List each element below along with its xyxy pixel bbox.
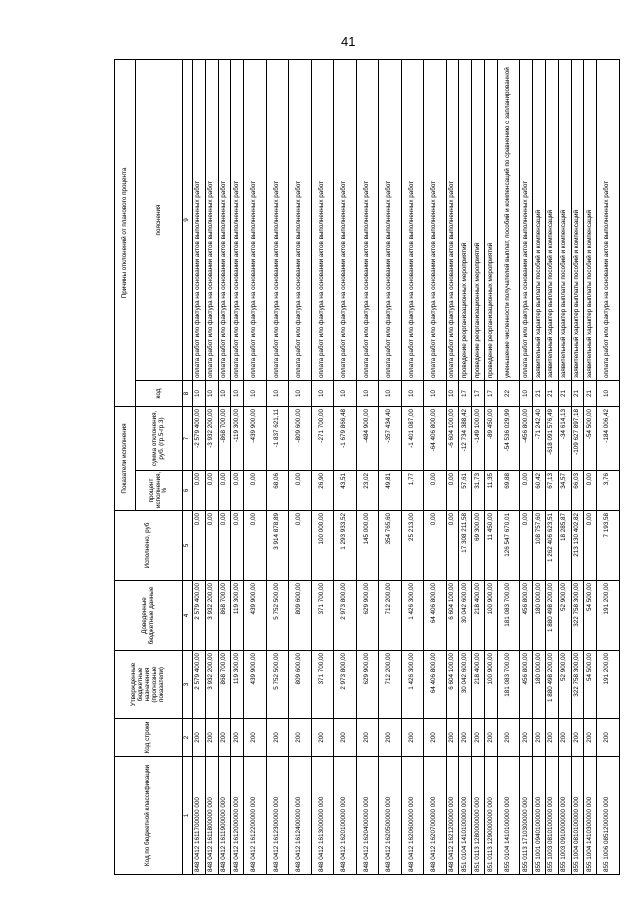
cell-percent: 34,57 [558, 471, 571, 511]
column-number: 8 [183, 381, 193, 407]
cell-deviation: -89 450,00 [485, 407, 498, 471]
cell-deviation: -439 900,00 [244, 407, 267, 471]
cell-kbk: 855 0104 1410100000 000 [497, 757, 520, 875]
table-row [597, 60, 620, 875]
cell-deviation: -1 401 087,00 [401, 407, 424, 471]
cell-code: 21 [584, 381, 597, 407]
cell-explanation: оплата работ ило фактура на основании актов выполненных работ [401, 60, 424, 381]
cell-kbk: 848 0412 1613000000 000 [311, 757, 334, 875]
table-row [379, 60, 402, 875]
cell-approved: 218 400,00 [472, 651, 485, 719]
cell-deviation: -1 679 866,48 [334, 407, 357, 471]
table-row [218, 60, 231, 875]
column-number: 7 [183, 407, 193, 471]
cell-explanation: проведение реорганизационных мероприятий [459, 60, 472, 381]
cell-percent: 31,73 [472, 471, 485, 511]
header-code: код [136, 381, 183, 407]
cell-deviation: -34 614,13 [558, 407, 571, 471]
cell-explanation: проведение реорганизационных мероприятий [485, 60, 498, 381]
cell-brought: 64 406 800,00 [424, 581, 447, 651]
table-row [266, 60, 289, 875]
cell-executed: 0,00 [289, 511, 312, 581]
table-body [193, 60, 620, 875]
table-row [459, 60, 472, 875]
cell-brought: 54 500,00 [584, 581, 597, 651]
cell-approved: 322 758 300,00 [571, 651, 584, 719]
cell-percent: 49,81 [379, 471, 402, 511]
cell-approved: 1 426 300,00 [401, 651, 424, 719]
cell-row-code: 200 [558, 719, 571, 757]
cell-row-code: 200 [379, 719, 402, 757]
cell-kbk: 855 1003 0810100000 000 [545, 757, 558, 875]
table-row [584, 60, 597, 875]
cell-code: 21 [571, 381, 584, 407]
cell-executed: 0,00 [193, 511, 206, 581]
cell-approved: 439 900,00 [244, 651, 267, 719]
cell-kbk: 848 0412 1620400000 000 [356, 757, 379, 875]
cell-row-code: 200 [356, 719, 379, 757]
cell-deviation: -357 434,40 [379, 407, 402, 471]
header-row-code: Код строки [115, 719, 183, 757]
cell-percent: 0,00 [193, 471, 206, 511]
cell-percent: 69,88 [497, 471, 520, 511]
table-row [356, 60, 379, 875]
cell-approved: 54 500,00 [584, 651, 597, 719]
cell-executed: 100 000,00 [311, 511, 334, 581]
header-indicators: Показатели исполнения [115, 407, 136, 511]
cell-executed: 354 765,60 [379, 511, 402, 581]
cell-code: 10 [597, 381, 620, 407]
cell-percent: 3,76 [597, 471, 620, 511]
cell-code: 10 [289, 381, 312, 407]
cell-brought: 2 579 400,00 [193, 581, 206, 651]
cell-deviation: -271 700,00 [311, 407, 334, 471]
cell-deviation: -456 800,00 [520, 407, 533, 471]
cell-explanation: оплата работ ило фактура на основании актов выполненных работ [218, 60, 231, 381]
table-row [193, 60, 206, 875]
cell-percent: 1,77 [401, 471, 424, 511]
cell-brought: 180 000,00 [533, 581, 546, 651]
cell-code: 10 [379, 381, 402, 407]
cell-explanation: заявительный характер выплаты пособий и компенсаций [545, 60, 558, 381]
cell-deviation: -184 006,42 [597, 407, 620, 471]
table-row [311, 60, 334, 875]
header-explanation: пояснения [136, 60, 183, 381]
cell-kbk: 851 0113 1280000000 000 [472, 757, 485, 875]
column-number: 3 [183, 651, 193, 719]
cell-deviation: -119 300,00 [231, 407, 244, 471]
cell-brought: 439 900,00 [244, 581, 267, 651]
cell-approved: 2 579 400,00 [193, 651, 206, 719]
table-row [520, 60, 533, 875]
cell-kbk: 855 1006 0851200000 000 [597, 757, 620, 875]
rotated-table-area [114, 60, 611, 875]
cell-executed: 69 300,00 [472, 511, 485, 581]
cell-explanation: оплата работ ило фактура на основании актов выполненных работ [311, 60, 334, 381]
cell-row-code: 200 [334, 719, 357, 757]
header-brought: Доведенные бюджетные данные [115, 581, 183, 651]
cell-code: 10 [401, 381, 424, 407]
cell-brought: 181 083 700,00 [497, 581, 520, 651]
cell-executed: 126 547 670,01 [497, 511, 520, 581]
header-deviation: сумма отклонения, руб. (гр.5-гр.3) [136, 407, 183, 471]
cell-code: 10 [244, 381, 267, 407]
cell-approved: 629 900,00 [356, 651, 379, 719]
cell-kbk: 855 1004 1410300000 000 [584, 757, 597, 875]
cell-deviation: -6 604 100,00 [446, 407, 459, 471]
cell-explanation: оплата работ ило фактура на основании актов выполненных работ [244, 60, 267, 381]
table-row [497, 60, 520, 875]
cell-executed: 108 757,60 [533, 511, 546, 581]
cell-row-code: 200 [571, 719, 584, 757]
cell-approved: 30 042 600,00 [459, 651, 472, 719]
cell-percent: 11,35 [485, 471, 498, 511]
cell-executed: 0,00 [520, 511, 533, 581]
table-row [424, 60, 447, 875]
table-row [446, 60, 459, 875]
column-number: 5 [183, 511, 193, 581]
cell-approved: 181 083 700,00 [497, 651, 520, 719]
cell-brought: 6 604 100,00 [446, 581, 459, 651]
cell-kbk: 848 0412 1620600000 000 [401, 757, 424, 875]
cell-deviation: -868 700,00 [218, 407, 231, 471]
table-row [472, 60, 485, 875]
cell-code: 10 [424, 381, 447, 407]
cell-percent: 0,00 [424, 471, 447, 511]
cell-percent: 0,00 [289, 471, 312, 511]
cell-brought: 3 932 200,00 [205, 581, 218, 651]
cell-brought: 371 700,00 [311, 581, 334, 651]
cell-explanation: оплата работ ило фактура на основании актов выполненных работ [520, 60, 533, 381]
cell-row-code: 200 [520, 719, 533, 757]
cell-brought: 1 426 300,00 [401, 581, 424, 651]
cell-deviation: -149 100,00 [472, 407, 485, 471]
cell-approved: 3 932 200,00 [205, 651, 218, 719]
cell-kbk: 848 0412 1611700000 000 [193, 757, 206, 875]
table-row [231, 60, 244, 875]
cell-approved: 52 900,00 [558, 651, 571, 719]
cell-executed: 3 914 878,89 [266, 511, 289, 581]
cell-approved: 371 700,00 [311, 651, 334, 719]
cell-brought: 809 600,00 [289, 581, 312, 651]
cell-executed: 7 193,58 [597, 511, 620, 581]
cell-deviation: -484 900,00 [356, 407, 379, 471]
cell-executed: 25 213,00 [401, 511, 424, 581]
cell-percent: 68,06 [266, 471, 289, 511]
cell-explanation: оплата работ ило фактура на основании актов выполненных работ [356, 60, 379, 381]
cell-kbk: 851 0104 1410100000 000 [459, 757, 472, 875]
cell-code: 17 [485, 381, 498, 407]
cell-deviation: -71 242,40 [533, 407, 546, 471]
cell-explanation: оплата работ ило фактура на основании актов выполненных работ [334, 60, 357, 381]
cell-brought: 191 200,00 [597, 581, 620, 651]
cell-explanation: оплата работ ило фактура на основании актов выполненных работ [597, 60, 620, 381]
cell-brought: 2 973 800,00 [334, 581, 357, 651]
cell-executed: 0,00 [205, 511, 218, 581]
cell-explanation: заявительный характер выплаты пособий и компенсаций [558, 60, 571, 381]
header-approved: Утвержденные бюджетные назначения (прогнозные показатели) [115, 651, 183, 719]
cell-percent: 0,00 [520, 471, 533, 511]
cell-deviation: -618 091 576,49 [545, 407, 558, 471]
cell-executed: 0,00 [584, 511, 597, 581]
column-numbers-row [183, 60, 193, 875]
cell-approved: 64 406 800,00 [424, 651, 447, 719]
cell-kbk: 848 0412 1612400000 000 [289, 757, 312, 875]
cell-kbk: 848 0412 1612200000 000 [244, 757, 267, 875]
cell-approved: 2 973 800,00 [334, 651, 357, 719]
cell-kbk: 848 0412 1621200000 000 [446, 757, 459, 875]
cell-executed: 0,00 [424, 511, 447, 581]
cell-deviation: -2 579 400,00 [193, 407, 206, 471]
cell-percent: 23,02 [356, 471, 379, 511]
cell-code: 10 [218, 381, 231, 407]
column-number: 4 [183, 581, 193, 651]
table-row [545, 60, 558, 875]
table-row [205, 60, 218, 875]
column-number: 6 [183, 471, 193, 511]
cell-row-code: 200 [244, 719, 267, 757]
cell-brought: 868 700,00 [218, 581, 231, 651]
cell-percent: 60,42 [533, 471, 546, 511]
cell-executed: 18 285,87 [558, 511, 571, 581]
cell-executed: 145 000,00 [356, 511, 379, 581]
cell-explanation: проведение реорганизационных мероприятий [472, 60, 485, 381]
cell-kbk: 855 0113 1710300000 000 [520, 757, 533, 875]
table-row [533, 60, 546, 875]
cell-executed: 0,00 [244, 511, 267, 581]
cell-code: 10 [446, 381, 459, 407]
cell-executed: 0,00 [231, 511, 244, 581]
cell-percent: 0,00 [584, 471, 597, 511]
cell-row-code: 200 [597, 719, 620, 757]
cell-percent: 66,03 [571, 471, 584, 511]
cell-code: 10 [231, 381, 244, 407]
page-number: 41 [341, 34, 356, 49]
cell-code: 10 [520, 381, 533, 407]
cell-kbk: 848 0412 1611800000 000 [205, 757, 218, 875]
cell-row-code: 200 [472, 719, 485, 757]
cell-code: 21 [545, 381, 558, 407]
cell-approved: 1 880 498 200,00 [545, 651, 558, 719]
cell-percent: 67,13 [545, 471, 558, 511]
cell-code: 10 [205, 381, 218, 407]
budget-execution-table [114, 59, 620, 875]
cell-approved: 868 700,00 [218, 651, 231, 719]
cell-brought: 218 400,00 [472, 581, 485, 651]
cell-kbk: 848 0412 1612300000 000 [266, 757, 289, 875]
table-row [244, 60, 267, 875]
cell-row-code: 200 [205, 719, 218, 757]
cell-row-code: 200 [459, 719, 472, 757]
cell-kbk: 848 0412 1612000000 000 [231, 757, 244, 875]
table-row [334, 60, 357, 875]
cell-deviation: -54 500,00 [584, 407, 597, 471]
cell-approved: 119 300,00 [231, 651, 244, 719]
cell-kbk: 855 1001 0940100000 000 [533, 757, 546, 875]
cell-explanation: уменьшение численности получателей выплат, пособий и компенсаций по сравнению с запланированной [497, 60, 520, 381]
table-row [289, 60, 312, 875]
cell-executed: 1 293 933,52 [334, 511, 357, 581]
table-row [558, 60, 571, 875]
cell-percent: 0,00 [446, 471, 459, 511]
cell-explanation: заявительный характер выплаты пособий и компенсаций [533, 60, 546, 381]
cell-approved: 809 600,00 [289, 651, 312, 719]
cell-approved: 100 900,00 [485, 651, 498, 719]
column-number: 2 [183, 719, 193, 757]
table-row [485, 60, 498, 875]
cell-kbk: 848 0412 1620100000 000 [334, 757, 357, 875]
header-executed: Исполнено, руб [115, 511, 183, 581]
cell-code: 21 [533, 381, 546, 407]
cell-percent: 0,00 [218, 471, 231, 511]
cell-approved: 6 604 100,00 [446, 651, 459, 719]
cell-kbk: 855 1003 0910000000 000 [558, 757, 571, 875]
cell-approved: 456 800,00 [520, 651, 533, 719]
cell-brought: 5 752 500,00 [266, 581, 289, 651]
cell-row-code: 200 [584, 719, 597, 757]
cell-code: 10 [334, 381, 357, 407]
cell-brought: 322 758 300,00 [571, 581, 584, 651]
cell-row-code: 200 [424, 719, 447, 757]
cell-executed: 1 262 406 623,51 [545, 511, 558, 581]
cell-row-code: 200 [545, 719, 558, 757]
cell-executed: 11 450,00 [485, 511, 498, 581]
cell-code: 17 [472, 381, 485, 407]
cell-executed: 17 308 211,58 [459, 511, 472, 581]
cell-explanation: заявительный характер выплаты пособий и компенсаций [584, 60, 597, 381]
cell-approved: 180 000,00 [533, 651, 546, 719]
cell-percent: 57,61 [459, 471, 472, 511]
cell-deviation: -109 627 897,18 [571, 407, 584, 471]
cell-code: 17 [459, 381, 472, 407]
cell-explanation: заявительный характер выплаты пособий и компенсаций [571, 60, 584, 381]
column-number: 1 [183, 757, 193, 875]
cell-explanation: оплата работ ило фактура на основании актов выполненных работ [205, 60, 218, 381]
cell-percent: 0,00 [231, 471, 244, 511]
cell-deviation: -809 600,00 [289, 407, 312, 471]
cell-row-code: 200 [193, 719, 206, 757]
cell-deviation: -64 406 800,00 [424, 407, 447, 471]
cell-brought: 100 900,00 [485, 581, 498, 651]
cell-deviation: -54 536 029,99 [497, 407, 520, 471]
cell-kbk: 855 1004 0810100000 000 [571, 757, 584, 875]
cell-deviation: -12 734 388,42 [459, 407, 472, 471]
cell-percent: 0,00 [205, 471, 218, 511]
cell-brought: 119 300,00 [231, 581, 244, 651]
cell-brought: 30 042 600,00 [459, 581, 472, 651]
cell-explanation: оплата работ ило фактура на основании актов выполненных работ [446, 60, 459, 381]
cell-code: 21 [558, 381, 571, 407]
cell-explanation: оплата работ ило фактура на основании актов выполненных работ [424, 60, 447, 381]
cell-brought: 712 200,00 [379, 581, 402, 651]
column-number: 9 [183, 60, 193, 381]
header-percent: процент исполнения, % [136, 471, 183, 511]
cell-code: 10 [311, 381, 334, 407]
report-table-wrapper [114, 60, 611, 875]
cell-row-code: 200 [497, 719, 520, 757]
cell-kbk: 848 0412 1611900000 000 [218, 757, 231, 875]
cell-deviation: -3 932 200,00 [205, 407, 218, 471]
cell-approved: 5 752 500,00 [266, 651, 289, 719]
cell-code: 10 [193, 381, 206, 407]
cell-kbk: 851 0113 1290000000 000 [485, 757, 498, 875]
cell-executed: 0,00 [446, 511, 459, 581]
cell-row-code: 200 [485, 719, 498, 757]
cell-deviation: -1 837 621,11 [266, 407, 289, 471]
cell-brought: 52 900,00 [558, 581, 571, 651]
cell-code: 22 [497, 381, 520, 407]
header-kbk: Код по бюджетной классификации [115, 757, 183, 875]
cell-row-code: 200 [311, 719, 334, 757]
cell-row-code: 200 [446, 719, 459, 757]
cell-row-code: 200 [231, 719, 244, 757]
table-row [401, 60, 424, 875]
cell-kbk: 848 0412 1620700000 000 [424, 757, 447, 875]
header-reasons: Причины отклонений от планового процента [115, 60, 136, 407]
cell-code: 10 [356, 381, 379, 407]
cell-row-code: 200 [266, 719, 289, 757]
cell-brought: 456 800,00 [520, 581, 533, 651]
cell-explanation: оплата работ ило фактура на основании актов выполненных работ [231, 60, 244, 381]
cell-percent: 26,90 [311, 471, 334, 511]
cell-explanation: оплата работ ило фактура на основании актов выполненных работ [289, 60, 312, 381]
cell-executed: 213 130 402,82 [571, 511, 584, 581]
cell-percent: 0,00 [244, 471, 267, 511]
cell-explanation: оплата работ ило фактура на основании актов выполненных работ [193, 60, 206, 381]
cell-brought: 1 880 498 200,00 [545, 581, 558, 651]
cell-explanation: оплата работ ило фактура на основании актов выполненных работ [266, 60, 289, 381]
cell-approved: 712 200,00 [379, 651, 402, 719]
cell-brought: 629 900,00 [356, 581, 379, 651]
cell-code: 10 [266, 381, 289, 407]
table-row [571, 60, 584, 875]
cell-executed: 0,00 [218, 511, 231, 581]
cell-row-code: 200 [401, 719, 424, 757]
cell-kbk: 848 0412 1620500000 000 [379, 757, 402, 875]
cell-explanation: оплата работ ило фактура на основании актов выполненных работ [379, 60, 402, 381]
cell-row-code: 200 [533, 719, 546, 757]
cell-approved: 191 200,00 [597, 651, 620, 719]
cell-row-code: 200 [289, 719, 312, 757]
cell-percent: 43,51 [334, 471, 357, 511]
cell-row-code: 200 [218, 719, 231, 757]
